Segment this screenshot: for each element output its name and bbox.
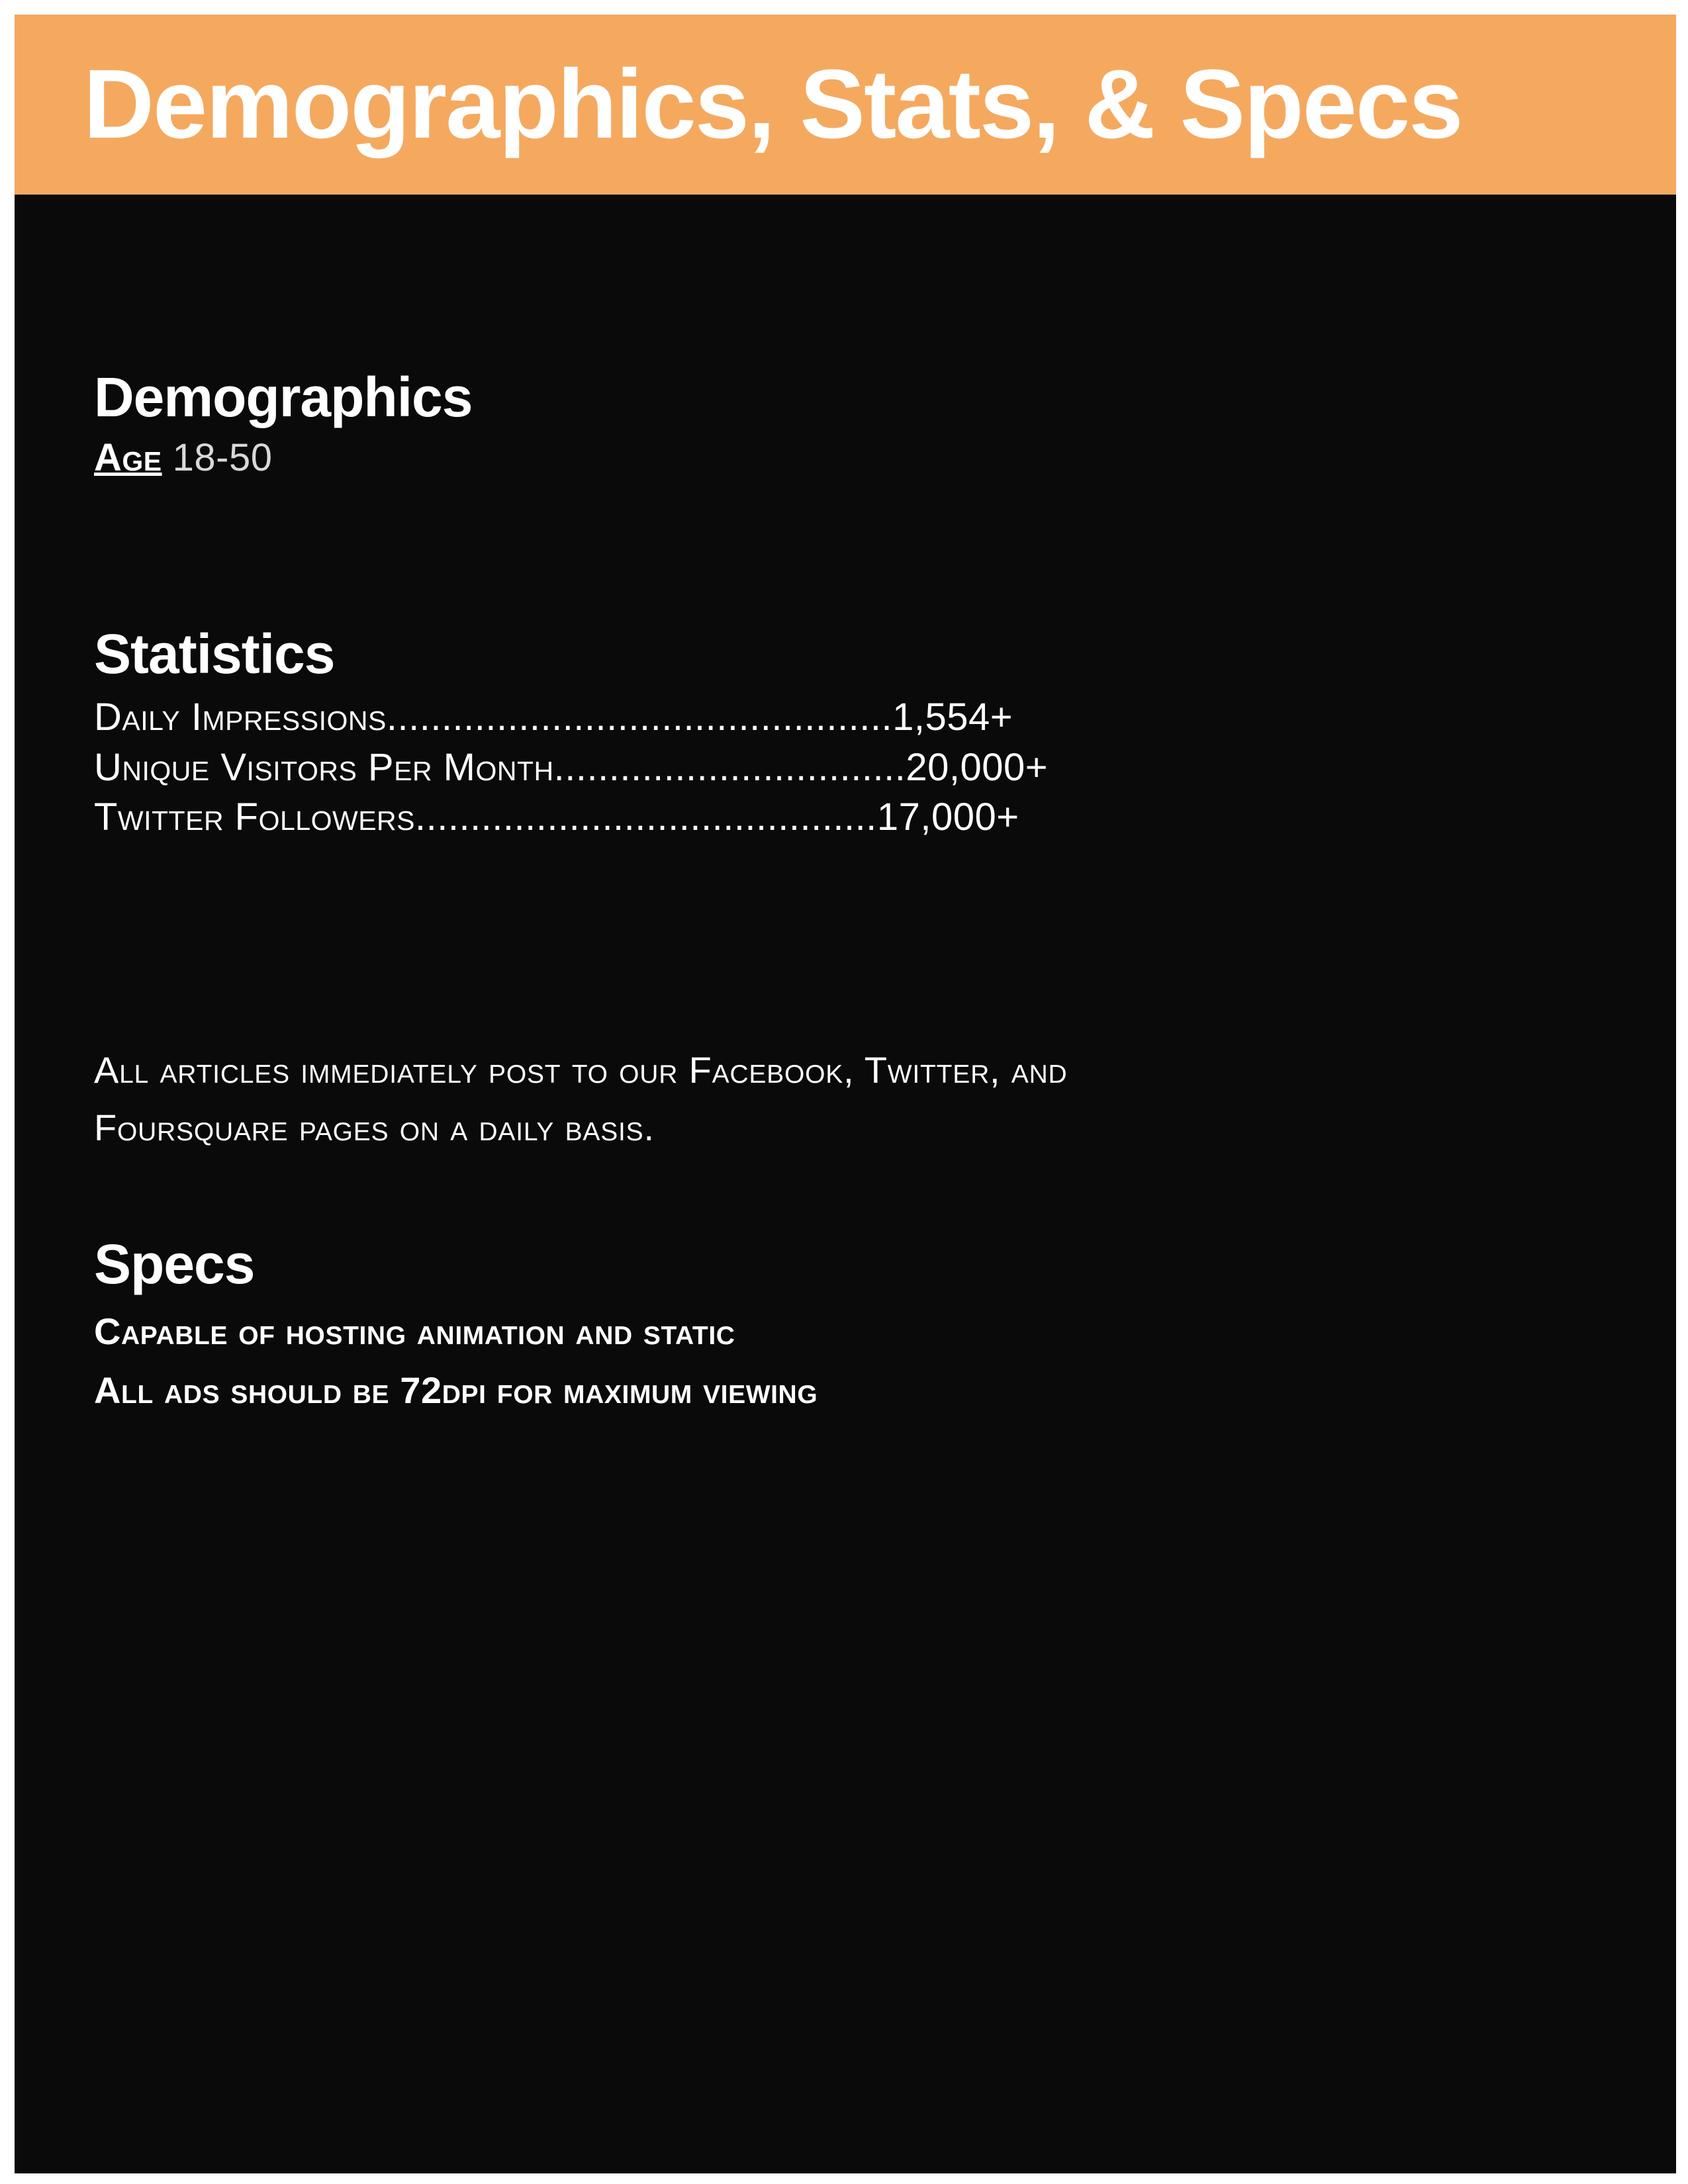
stat-row — [94, 692, 1550, 742]
stat-value: 20,000+ — [906, 745, 1049, 789]
stat-dot-leader: .......................................... — [415, 795, 877, 839]
stat-dot-leader: ................................ — [553, 745, 906, 789]
specs-heading: Specs — [94, 1233, 255, 1295]
section-social-note — [94, 1042, 1550, 1157]
stat-row — [94, 743, 1550, 792]
stat-label: Daily Impressions — [94, 696, 387, 739]
stat-value: 1,554+ — [892, 696, 1013, 739]
spec-line: All ads should be 72dpi for maximum viewing — [94, 1369, 818, 1411]
social-note-line-2: Foursquare pages on a daily basis. — [94, 1106, 655, 1148]
stat-row — [94, 792, 1550, 842]
page-margin-left — [0, 0, 15, 2184]
stat-label: Twitter Followers — [94, 795, 415, 839]
age-label: Age — [94, 436, 162, 480]
page-margin-top — [0, 0, 1688, 15]
page-content — [15, 195, 1676, 2173]
demographics-heading: Demographics — [94, 366, 473, 428]
section-statistics — [94, 625, 1550, 842]
stat-dot-leader: .............................................. — [386, 696, 893, 739]
page-title: Demographics, Stats, & Specs — [83, 50, 1462, 159]
statistics-heading: Statistics — [94, 623, 335, 685]
page-margin-right — [1676, 0, 1688, 2184]
section-demographics — [94, 368, 1550, 480]
age-row — [94, 435, 1550, 480]
page-margin-bottom — [0, 2173, 1688, 2184]
section-specs — [94, 1235, 1550, 1420]
stat-label: Unique Visitors Per Month — [94, 745, 554, 789]
stat-value: 17,000+ — [876, 795, 1019, 839]
age-value: 18-50 — [172, 436, 273, 480]
header-banner — [15, 15, 1676, 195]
spec-line: Capable of hosting animation and static — [94, 1310, 735, 1353]
social-note-line-1: All articles immediately post to our Facebook, Twitter, and — [94, 1049, 1068, 1091]
